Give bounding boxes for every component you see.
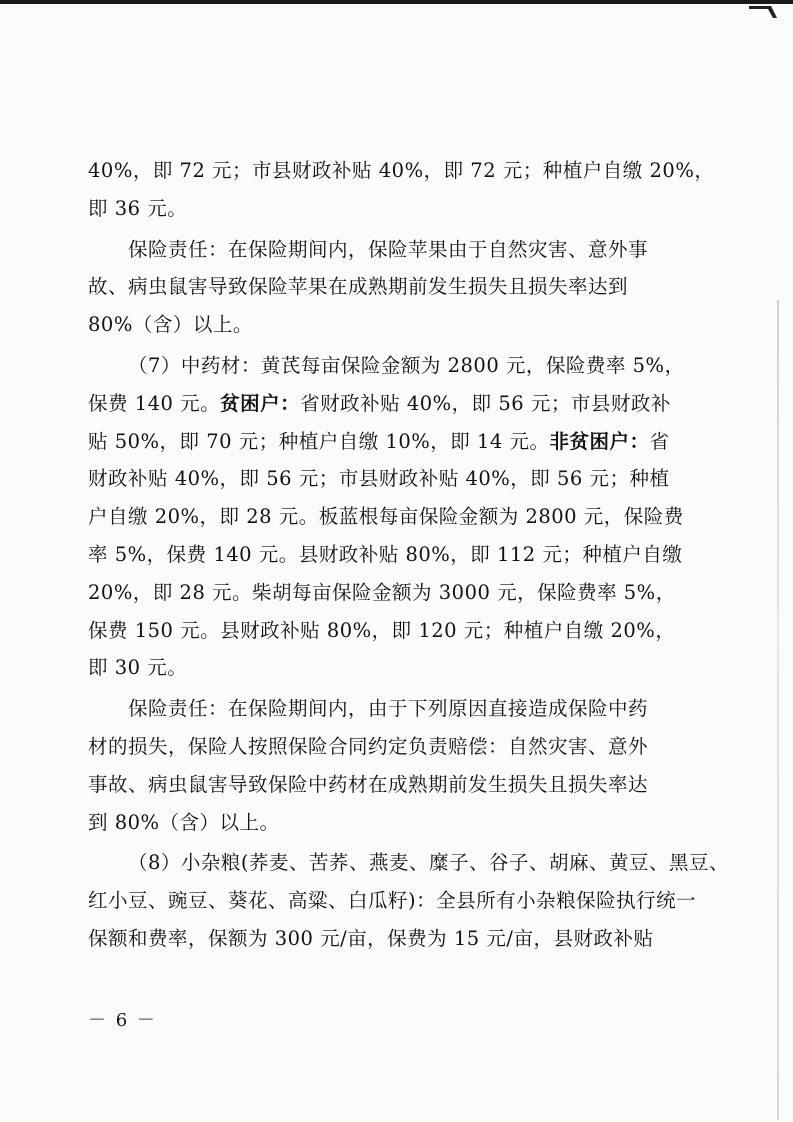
document-body xyxy=(88,152,730,958)
text-line: 即 30 元。 xyxy=(88,656,188,680)
text-line: 财政补贴 40%，即 56 元；市县财政补贴 40%，即 56 元；种植 xyxy=(88,467,670,491)
scan-right-edge xyxy=(777,300,779,1120)
text-line: 率 5%，保费 140 元。县财政补贴 80%，即 112 元；种植户自缴 xyxy=(88,542,683,566)
scan-top-edge xyxy=(0,0,793,4)
corner-mark-icon xyxy=(749,4,779,20)
paragraph-start-line: （7）中药材：黄芪每亩保险金额为 2800 元，保险费率 5%， xyxy=(128,353,685,377)
text-line: 保费 150 元。县财政补贴 80%，即 120 元；种植户自缴 20%， xyxy=(88,618,676,642)
text-line: 80%（含）以上。 xyxy=(88,313,253,337)
text-line: 20%，即 28 元。柴胡每亩保险金额为 3000 元，保险费率 5%， xyxy=(88,580,676,604)
text-line: 故、病虫鼠害导致保险苹果在成熟期前发生损失且损失率达到 xyxy=(88,275,629,299)
text-line: 材的损失，保险人按照保险合同约定负责赔偿：自然灾害、意外 xyxy=(88,734,649,758)
page-number: － 6 － xyxy=(88,1010,157,1031)
text-line: 保额和费率，保额为 300 元/亩，保费为 15 元/亩，县财政补贴 xyxy=(88,926,654,950)
text-line: 红小豆、豌豆、葵花、高粱、白瓜籽)：全县所有小杂粮保险执行统一 xyxy=(88,889,697,913)
text-line: 到 80%（含）以上。 xyxy=(88,810,280,834)
paragraph-start-line: 保险责任：在保险期间内，由于下列原因直接造成保险中药 xyxy=(128,697,649,721)
paragraph-start-line: （8）小杂粮(荞麦、苦荞、燕麦、糜子、谷子、胡麻、黄豆、黑豆、 xyxy=(128,851,730,875)
text-line: 事故、病虫鼠害导致保险中药材在成熟期前发生损失且损失率达 xyxy=(88,772,649,796)
text-line: 40%，即 72 元；市县财政补贴 40%，即 72 元；种植户自缴 20%， xyxy=(88,159,715,182)
text-line: 贴 50%，即 70 元；种植户自缴 10%，即 14 元。非贫困户：省 xyxy=(88,429,670,453)
paragraph-start-line: 保险责任：在保险期间内，保险苹果由于自然灾害、意外事 xyxy=(128,237,649,261)
text-line: 即 36 元。 xyxy=(88,196,188,220)
text-line: 户自缴 20%，即 28 元。板蓝根每亩保险金额为 2800 元，保险费 xyxy=(88,505,684,529)
text-line: 保费 140 元。贫困户：省财政补贴 40%，即 56 元；市县财政补 xyxy=(88,391,671,415)
